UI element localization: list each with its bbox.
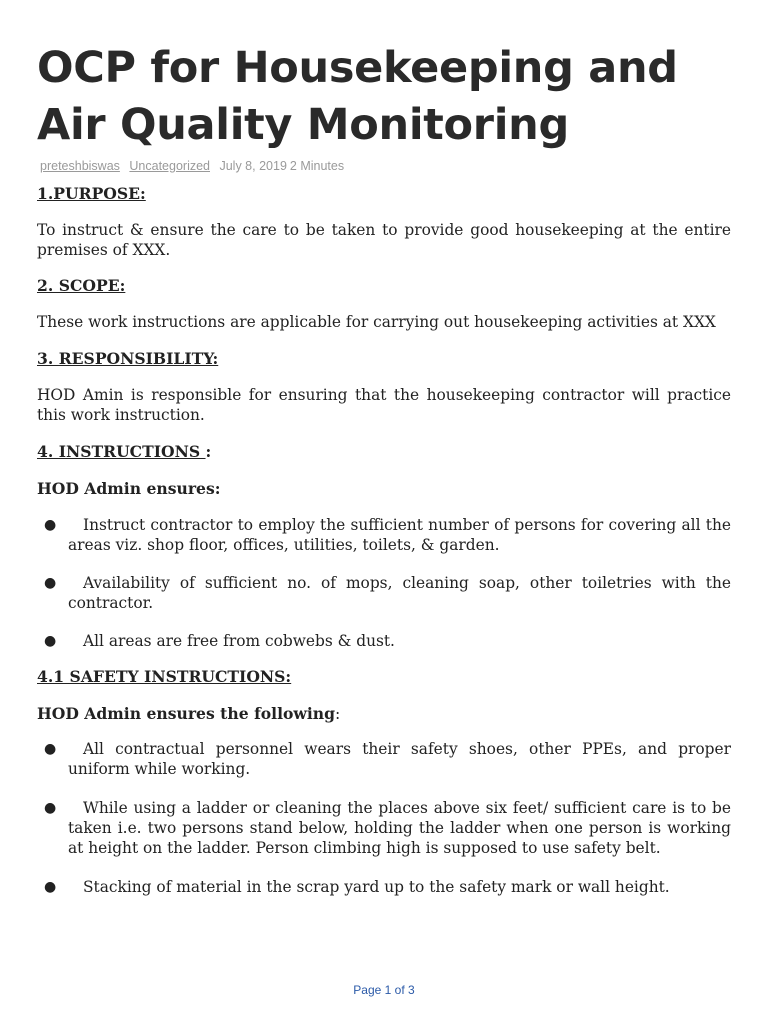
list-item <box>37 573 731 613</box>
document-content <box>37 40 731 897</box>
bullet-icon: ● <box>44 633 57 649</box>
list-item <box>37 631 731 651</box>
page-title: OCP for Housekeeping and Air Quality Monitoring <box>37 43 678 150</box>
category-link[interactable]: Uncategorized <box>129 159 210 173</box>
author-link[interactable]: preteshbiswas <box>40 159 120 173</box>
responsibility-text: HOD Amin is responsible for ensuring that the housekeeping contractor will practice this work instruction. <box>37 386 731 424</box>
scope-heading: 2. SCOPE: <box>37 276 126 295</box>
safety-heading: 4.1 SAFETY INSTRUCTIONS: <box>37 667 292 686</box>
list-item <box>37 739 731 779</box>
instructions-heading-row <box>37 442 731 462</box>
bullet-icon: ● <box>44 575 57 591</box>
instructions-subheading: HOD Admin ensures: <box>37 479 221 498</box>
purpose-text: To instruct & ensure the care to be taken to provide good housekeeping at the entire premises of XXX. <box>37 221 731 259</box>
list-item <box>37 877 731 897</box>
page-indicator: Page 1 of 3 <box>353 983 415 997</box>
purpose-heading: 1.PURPOSE: <box>37 184 146 203</box>
post-meta <box>40 158 731 174</box>
list-item-text: Stacking of material in the scrap yard up to the safety mark or wall height. <box>83 878 670 896</box>
list-item-text: All contractual personnel wears their safety shoes, other PPEs, and proper uniform while working. <box>68 740 731 778</box>
instructions-list <box>37 515 731 651</box>
instructions-heading-colon: : <box>205 442 212 461</box>
safety-subheading: HOD Admin ensures the following <box>37 704 336 723</box>
safety-subheading-row <box>37 704 731 724</box>
bullet-icon: ● <box>44 800 57 816</box>
scope-text: These work instructions are applicable for carrying out housekeeping activities at XXX <box>37 313 716 331</box>
bullet-icon: ● <box>44 517 57 533</box>
list-item-text: Instruct contractor to employ the sufficient number of persons for covering all the areas viz. shop floor, offices, utilities, toilets, & garden. <box>68 516 731 554</box>
list-item-text: Availability of sufficient no. of mops, cleaning soap, other toiletries with the contractor. <box>68 574 731 612</box>
list-item <box>37 515 731 555</box>
safety-subheading-colon: : <box>335 705 341 723</box>
bullet-icon: ● <box>44 741 57 757</box>
safety-list <box>37 739 731 897</box>
list-item-text: While using a ladder or cleaning the places above six feet/ sufficient care is to be taken i.e. two persons stand below, holding the ladder when one person is working at height on the ladder. Person climbing high is supposed to use safety belt. <box>68 799 731 857</box>
instructions-heading: 4. INSTRUCTIONS <box>37 442 206 461</box>
read-time: 2 Minutes <box>289 159 345 173</box>
list-item <box>37 798 731 858</box>
post-date: July 8, 2019 <box>219 159 287 173</box>
responsibility-heading: 3. RESPONSIBILITY: <box>37 349 219 368</box>
bullet-icon: ● <box>44 879 57 895</box>
list-item-text: All areas are free from cobwebs & dust. <box>83 632 395 650</box>
